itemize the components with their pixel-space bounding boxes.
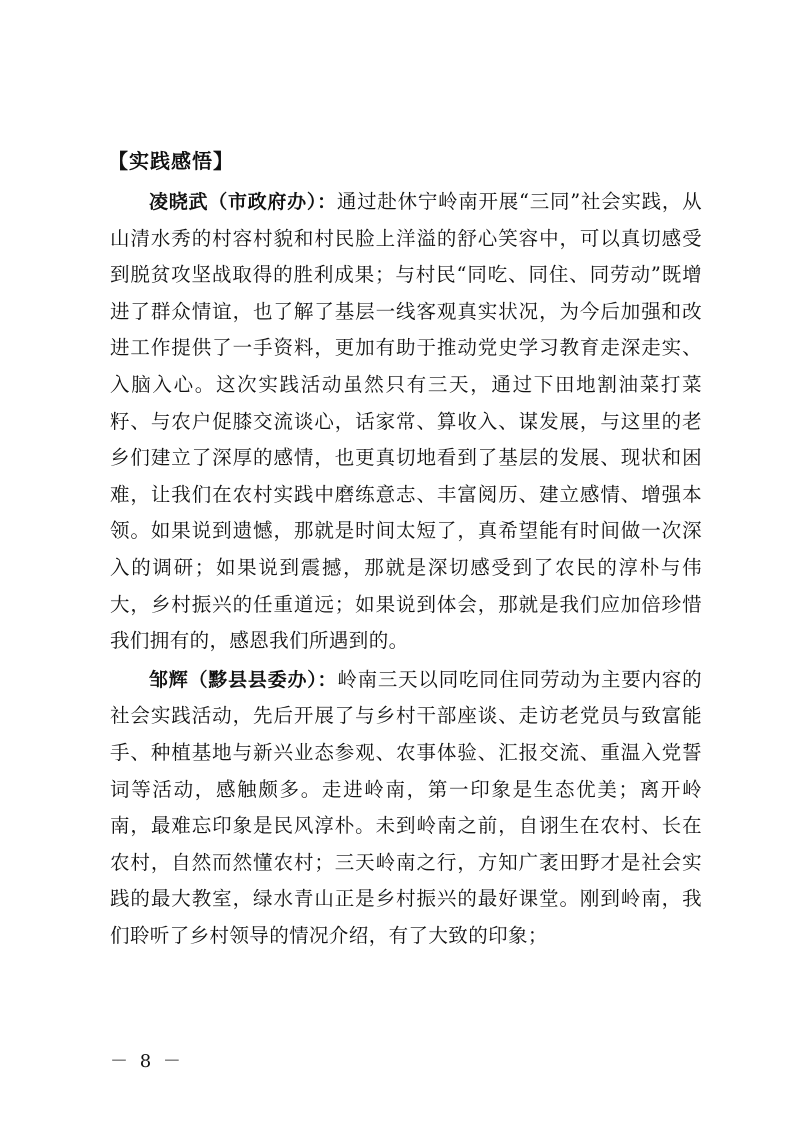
body-text: [110, 184, 702, 956]
paragraph: [110, 662, 702, 955]
speaker-name: 邹辉（黟县县委办）：: [149, 668, 338, 691]
page-number: － 8 －: [110, 1051, 184, 1072]
paragraph-text: 通过赴休宁岭南开展“三同”社会实践，从山清水秀的村容村貌和村民脸上洋溢的舒心笑容中，可以真切感受到脱贫攻坚战取得的胜利成果；与村民“同吃、同住、同劳动”既增进了群众情谊，也了解了基层一线客观真实状况，为今后加强和改进工作提供了一手资料，更加有助于推动党史学习教育走深走实、入脑入心。这次实践活动虽然只有三天，通过下田地割油菜打菜籽、与农户促膝交流谈心，话家常、算收入、谋发展，与这里的老乡们建立了深厚的感情，也更真切地看到了基层的发展、现状和困难，让我们在农村实践中磨练意志、丰富阅历、建立感情、增强本领。如果说到遗憾，那就是时间太短了，真希望能有时间做一次深入的调研；如果说到震撼，那就是深切感受到了农民的淳朴与伟大，乡村振兴的任重道远；如果说到体会，那就是我们应加倍珍惜我们拥有的，感恩我们所遇到的。: [110, 190, 702, 653]
section-heading: 【实践感悟】: [108, 149, 234, 173]
paragraph: [110, 184, 702, 660]
paragraph-text: 岭南三天以同吃同住同劳动为主要内容的社会实践活动，先后开展了与乡村干部座谈、走访老党员与致富能手、种植基地与新兴业态参观、农事体验、汇报交流、重温入党誓词等活动，感触颇多。走进岭南，第一印象是生态优美；离开岭南，最难忘印象是民风淳朴。未到岭南之前，自诩生在农村、长在农村，自然而然懂农村；三天岭南之行，方知广袤田野才是社会实践的最大教室，绿水青山正是乡村振兴的最好课堂。刚到岭南，我们聆听了乡村领导的情况介绍，有了大致的印象；: [110, 667, 702, 947]
speaker-name: 凌晓武（市政府办）：: [149, 191, 337, 213]
